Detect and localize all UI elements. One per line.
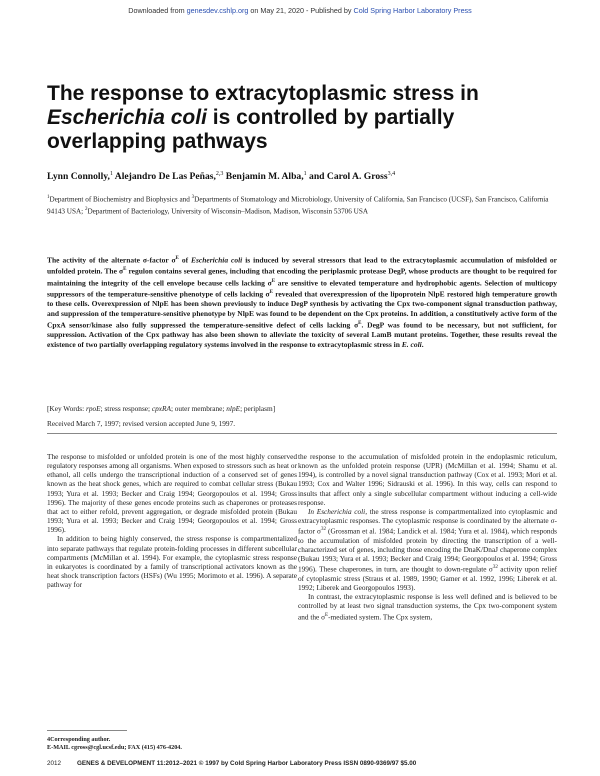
- author-sup: 2,3: [215, 171, 224, 177]
- abstract-italic: Escherichia coli: [191, 255, 243, 265]
- keyword-gene: cpxRA: [151, 404, 171, 413]
- abstract-text: .: [421, 339, 424, 349]
- affil-text: Departments of Stomatology and Microbiology, University of California, San Francisco (UCSF), San Francisco, California 94143 USA;: [47, 195, 549, 216]
- body-column-left: [47, 452, 297, 589]
- author-list: [47, 171, 567, 182]
- footnote-corresponding: 4Corresponding author.: [47, 736, 111, 743]
- keyword-gene: rpoE: [86, 404, 101, 413]
- abstract-text: . DegP was found to be necessary, but not sufficient, for suppression. Activation of the Cpx pathway has also been shown to alleviate the toxicity of several LamB mutant proteins. Together, these results reveal the existence of two partially overlapping regulatory systems involved in the response to extracytoplasmic stress in: [47, 320, 557, 349]
- abstract-sup: E: [123, 267, 127, 273]
- abstract-sup: E: [269, 289, 273, 295]
- body-text: (Grossman et al. 1984; Landick et al. 1984; Yura et al. 1984), which responds to the accumulation of misfolded protein by directing the transcription of a well-characterized set of genes, including those encoding the DnaK/DnaJ chaperone complex (Bukau 1993; Yura et al. 1993; Becker and Craig 1994; Georgopoulos et al. 1994; Gross 1996). These chaperones, in turn, are thought to down-regulate σ: [298, 526, 557, 574]
- author-sup: 1: [303, 171, 307, 177]
- author-sup: 1: [109, 171, 113, 177]
- body-text: activity upon relief of cytoplasmic stress (Straus et al. 1989, 1990; Gamer et al. 1992, 1996; Liberek et al. 1992; Liberek and Georgopoulos 1993).: [298, 564, 557, 593]
- abstract-italic: E. coli: [401, 339, 422, 349]
- body-paragraph: In addition to being highly conserved, the stress response is compartmentalized into separate pathways that regulate protein-folding processes in different subcellular compartments (McMillan et al. 1994). For example, the cytoplasmic stress response in eukaryotes is coordinated by a family of transcriptional activators known as the heat shock transcription factors (HSFs) (Wu 1995; Morimoto et al. 1996). A separate pathway for: [47, 534, 297, 590]
- body-paragraph: [298, 507, 557, 592]
- affil-sup: 3: [191, 195, 195, 200]
- body-paragraph: the response to the accumulation of misfolded protein in the endoplasmic reticulum, known as the unfolded protein response (UPR) (McMillan et al. 1994; Shamu et al. 1994), is controlled by a novel signal transduction pathway (Cox et al. 1993; Mori et al. 1993; Cox and Walter 1996; Sidrauski et al. 1996). In this way, cells can respond to insults that affect only a single subcellular compartment without inducing a cell-wide response.: [298, 452, 557, 507]
- abstract-sup: E: [358, 320, 362, 326]
- page-footer: [47, 760, 567, 767]
- affil-text: Department of Biochemistry and Biophysics and: [49, 195, 192, 204]
- body-text: In contrast, the extracytoplasmic response is less well defined and is believed to be controlled by at least two signal transduction systems, the Cpx two-component system and the σ: [298, 592, 557, 621]
- body-sup: 32: [492, 565, 498, 571]
- keyword-gene: nlpE: [226, 404, 241, 413]
- publisher-link[interactable]: Cold Spring Harbor Laboratory Press: [353, 6, 472, 15]
- received-dates: Received March 7, 1997; revised version accepted June 9, 1997.: [47, 419, 236, 428]
- keywords-label: [Key Words:: [47, 404, 86, 413]
- title-part2: is controlled by partially overlapping pathways: [47, 106, 455, 153]
- abstract-text: revealed that overexpression of the lipoprotein NlpE restored high temperature growth to these cells. Overexpression of NlpE has been shown previously to induce DegP synthesis by activating the Cpx two-component signal transduction pathway, and suppression of the temperature-sensitive phenotype by NlpE was found to be dependent on the Cpx proteins. In addition, a constitutively active form of the CpxA sensor/kinase also fully suppressed the temperature-sensitive defect of cells lacking σ: [47, 289, 557, 329]
- page-number: 2012: [47, 760, 62, 767]
- keywords: [47, 404, 567, 413]
- keyword-text: ; periplasm]: [240, 404, 276, 413]
- keyword-text: ; outer membrane;: [170, 404, 227, 413]
- affil-sup: 2: [84, 206, 88, 212]
- affil-text: Department of Bacteriology, University of Wisconsin–Madison, Madison, Wisconsin 53706 USA: [87, 207, 369, 216]
- abstract-sup: E: [175, 256, 179, 261]
- body-sup: 32: [321, 527, 326, 533]
- download-middle: on May 21, 2020 - Published by: [248, 6, 354, 15]
- body-text: the stress response is compartmentalized into cytoplasmic and extracytoplasmic responses. The cytoplasmic response is coordinated by the alternate σ-factor σ: [298, 506, 557, 536]
- abstract-sup: E: [271, 278, 276, 284]
- title-part1: The response to extracytoplasmic stress in: [47, 82, 479, 105]
- footnote-contact: E-MAIL cgross@cgl.ucsf.edu; FAX (415) 476-4204.: [47, 744, 182, 751]
- body-paragraph: [298, 592, 557, 621]
- affiliations: [47, 193, 567, 217]
- abstract: [47, 254, 557, 349]
- affil-sup: 1: [47, 195, 50, 200]
- author-name: and Carol A. Gross: [306, 171, 388, 183]
- body-column-right: [298, 452, 557, 621]
- abstract-text: of: [178, 255, 191, 265]
- body-italic: In Escherichia coli,: [308, 506, 368, 516]
- author-sup: 3,4: [387, 171, 396, 177]
- keyword-text: ; stress response;: [100, 404, 152, 413]
- section-divider: [47, 433, 557, 434]
- footnote: [47, 736, 297, 752]
- article-title: [47, 82, 567, 154]
- abstract-text: regulon contains several genes, including that encoding the periplasmic protease DegP, whose products are thought to be required for maintaining the integrity of the cell envelope because cells lacking σ: [47, 266, 557, 287]
- author-name: Benjamin M. Alba,: [223, 171, 304, 183]
- journal-citation: GENES & DEVELOPMENT 11:2012–2021 © 1997 by Cold Spring Harbor Laboratory Press ISSN 0890-9369/97 $5.00: [77, 760, 417, 767]
- download-prefix: Downloaded from: [128, 6, 187, 15]
- download-banner: [0, 6, 600, 15]
- body-text: -mediated system. The Cpx system,: [328, 611, 433, 621]
- author-name: Alejandro De Las Peñas,: [112, 171, 216, 183]
- abstract-text: is induced by several stressors that lead to the extracytoplasmic accumulation of misfolded or unfolded protein. The σ: [47, 255, 557, 276]
- title-species: Escherichia coli: [47, 106, 207, 129]
- site-link[interactable]: genesdev.cshlp.org: [186, 6, 249, 15]
- author-name: Lynn Connolly,: [47, 171, 110, 183]
- body-paragraph: The response to misfolded or unfolded protein is one of the most highly conserved regulatory responses among all organisms. When exposed to stressors such as heat or ethanol, all cells undergo the transcriptional induction of a conserved set of genes known as the heat shock genes, which are required to combat cellular stress (Bukau 1993; Yura et al. 1993; Becker and Craig 1994; Georgopoulos et al. 1994; Gross 1996). The majority of these genes encode proteins such as chaperones or proteases that act to either refold, prevent aggregation, or degrade misfolded protein (Bukau 1993; Yura et al. 1993; Becker and Craig 1994; Georgopoulos et al. 1994; Gross 1996).: [47, 452, 297, 535]
- abstract-text: are sensitive to elevated temperature and hydrophobic agents. Selection of multicopy suppressors of the temperature-sensitive phenotype of cells lacking σ: [47, 278, 557, 299]
- body-sup: E: [325, 612, 329, 618]
- abstract-text: The activity of the alternate σ-factor σ: [47, 255, 176, 265]
- footnote-divider: [47, 730, 127, 731]
